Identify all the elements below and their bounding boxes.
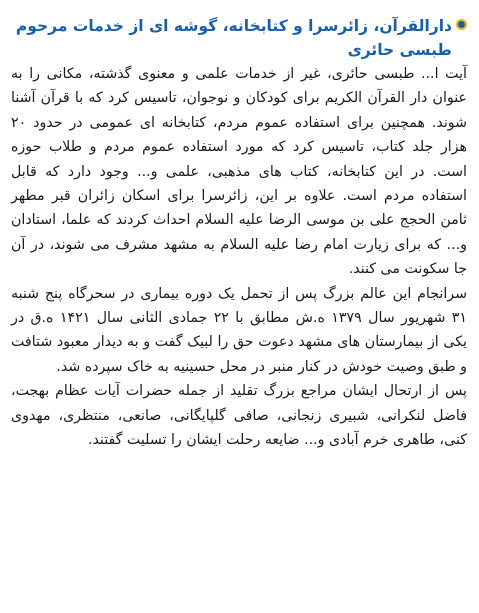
article xyxy=(11,14,467,453)
article-heading xyxy=(11,14,467,62)
circle-bullet-icon xyxy=(456,19,467,30)
article-body xyxy=(11,62,467,453)
article-title: دارالقرآن، زائرسرا و کتابخانه، گوشه ای از خدمات مرحوم طبسی حائری xyxy=(15,17,452,59)
paragraph-biography: آیت ا... طبسی حائری، غیر از خدمات علمی و معنوی گذشته، مکانی را به عنوان دار القرآن الکریم برای کودکان و نوجوان، تاسیس کرد که با قرآن آشنا شوند. همچنین برای استفاده عموم مردم، کتابخانه ای عمومی در حدود ۲۰ هزار جلد کتاب، تاسیس کرد که مورد استفاده عموم مردم و طلاب حوزه است. در این کتابخانه، کتاب های مذهبی، علمی و... وجود دارد که قابل استفاده مردم است. علاوه بر این، زائرسرا برای اسکان زائران قبر مطهر ثامن الحجج علی بن موسی الرضا علیه السلام احداث کردند که علما، استادان و... که برای زیارت امام رضا علیه السلام به مشهد مشرف می شوند، در آن جا سکونت می کنند. xyxy=(11,66,467,278)
paragraph-condolences: پس از ارتحال ایشان مراجع بزرگ تقلید از جمله حضرات آیات عظام بهجت، فاضل لنکرانی، شبیری زنجانی، صافی گلپایگانی، صانعی، منتظری، مهدوی کنی، طاهری خرم آبادی و... ضایعه رحلت ایشان را تسلیت گفتند. xyxy=(11,383,467,449)
paragraph-death: سرانجام این عالم بزرگ پس از تحمل یک دوره بیماری در سحرگاه پنج شنبه ۳۱ شهریور سال ۱۳۷۹ ه.ش مطابق با ۲۲ جمادی الثانی سال ۱۴۲۱ ه.ق در یکی از بیمارستان های مشهد دعوت حق را لبیک گفت و به دیدار معبود شتافت و طبق وصیت خودش در کنار منبر در محل حسینیه به خاک سپرده شد. xyxy=(11,285,468,375)
